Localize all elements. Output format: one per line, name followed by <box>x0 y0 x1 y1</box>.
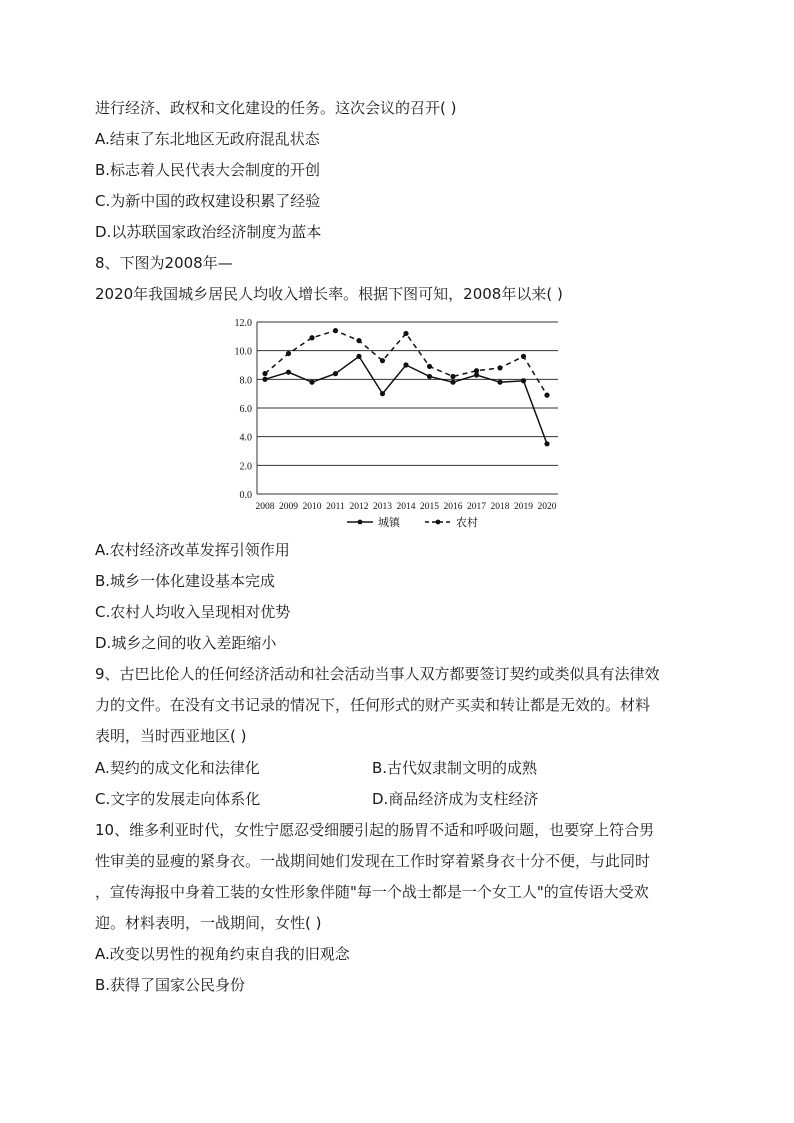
y-tick-label: 4.0 <box>239 432 252 444</box>
chart-series <box>262 328 549 446</box>
y-tick-label: 6.0 <box>239 404 252 415</box>
data-point-农村 <box>333 328 338 333</box>
y-tick-label: 12.0 <box>234 318 252 329</box>
q8-stem-line2: 2020年我国城乡居民人均收入增长率。根据下图可知，2008年以来( ) <box>95 285 563 303</box>
q7-option-d: D.以苏联国家政治经济制度为蓝本 <box>95 223 322 241</box>
x-tick-label: 2014 <box>396 502 416 512</box>
data-point-城镇 <box>403 362 408 367</box>
q8-option-b: B.城乡一体化建设基本完成 <box>95 572 276 590</box>
data-point-农村 <box>521 354 526 359</box>
data-point-城镇 <box>262 377 267 382</box>
q10-option-a: A.改变以男性的视角约束自我的旧观念 <box>95 945 350 963</box>
q8-option-d: D.城乡之间的收入差距缩小 <box>95 634 277 652</box>
x-tick-label: 2011 <box>326 502 345 512</box>
data-point-农村 <box>474 368 479 373</box>
x-tick-label: 2009 <box>279 502 298 512</box>
data-point-农村 <box>403 331 408 336</box>
data-point-城镇 <box>450 380 455 385</box>
data-point-农村 <box>356 338 361 343</box>
y-tick-label: 0.0 <box>239 490 252 501</box>
q9-stem-line2: 力的文件。在没有文书记录的情况下，任何形式的财产买卖和转让都是无效的。材料 <box>95 696 651 714</box>
data-point-城镇 <box>286 370 291 375</box>
x-tick-label: 2017 <box>467 502 486 512</box>
legend-label: 农村 <box>456 517 478 529</box>
chart-x-ticks <box>256 502 557 512</box>
y-tick-label: 10.0 <box>234 346 252 358</box>
q7-option-c: C.为新中国的政权建设积累了经验 <box>95 192 321 210</box>
q8-option-a: A.农村经济改革发挥引领作用 <box>95 541 290 559</box>
x-tick-label: 2012 <box>349 502 369 512</box>
q8-stem-line1: 8、下图为2008年— <box>95 254 233 272</box>
legend-marker <box>436 520 441 525</box>
data-point-城镇 <box>380 391 385 396</box>
data-point-城镇 <box>497 380 502 385</box>
q10-stem-line1: 10、维多利亚时代，女性宁愿忍受细腰引起的肠胃不适和呼吸问题，也要穿上符合男 <box>95 821 655 839</box>
data-point-城镇 <box>356 354 361 359</box>
data-point-农村 <box>286 351 291 356</box>
data-point-城镇 <box>544 441 549 446</box>
chart-legend <box>347 515 478 529</box>
q9-option-a: A.契约的成文化和法律化 <box>95 759 260 777</box>
x-tick-label: 2019 <box>514 502 533 512</box>
q10-stem-line3: ，宣传海报中身着工装的女性形象伴随"每一个战士都是一个女工人"的宣传语大受欢 <box>95 883 649 901</box>
y-tick-label: 8.0 <box>239 375 252 387</box>
data-point-城镇 <box>521 378 526 383</box>
x-tick-label: 2015 <box>420 502 439 512</box>
q9-option-c: C.文字的发展走向体系化 <box>95 790 261 808</box>
data-point-城镇 <box>427 374 432 379</box>
x-tick-label: 2016 <box>443 502 463 512</box>
data-point-农村 <box>380 358 385 363</box>
q10-option-b: B.获得了国家公民身份 <box>95 976 246 994</box>
data-point-农村 <box>497 365 502 370</box>
data-point-农村 <box>427 364 432 369</box>
q10-stem-line2: 性审美的显瘦的紧身衣。一战期间她们发现在工作时穿着紧身衣十分不便，与此同时 <box>95 852 651 870</box>
data-point-农村 <box>309 335 314 340</box>
x-tick-label: 2018 <box>490 502 510 512</box>
q7-option-a: A.结束了东北地区无政府混乱状态 <box>95 130 320 148</box>
x-tick-label: 2020 <box>537 502 557 512</box>
data-point-农村 <box>262 371 267 376</box>
q10-stem-line4: 迎。材料表明，一战期间，女性( ) <box>95 914 322 932</box>
x-tick-label: 2010 <box>302 502 322 512</box>
legend-marker <box>358 520 363 525</box>
q7-option-b: B.标志着人民代表大会制度的开创 <box>95 161 321 179</box>
q9-option-b: B.古代奴隶制文明的成熟 <box>372 759 538 777</box>
x-tick-label: 2008 <box>255 502 275 512</box>
q9-stem-line1: 9、古巴比伦人的任何经济活动和社会活动当事人双方都要签订契约或类似具有法律效 <box>95 665 660 683</box>
q9-option-d: D.商品经济成为支柱经济 <box>372 790 539 808</box>
q7-stem-tail: 进行经济、政权和文化建设的任务。这次会议的召开( ) <box>95 99 457 117</box>
legend-label: 城镇 <box>378 517 400 529</box>
chart-gridlines <box>257 322 558 494</box>
series-line-城镇 <box>265 356 547 443</box>
income-growth-chart <box>215 308 575 530</box>
q8-option-c: C.农村人均收入呈现相对优势 <box>95 603 291 621</box>
data-point-城镇 <box>333 371 338 376</box>
q9-stem-line3: 表明，当时西亚地区( ) <box>95 727 247 745</box>
data-point-农村 <box>544 393 549 398</box>
data-point-农村 <box>450 374 455 379</box>
chart-y-ticks <box>235 318 253 501</box>
data-point-城镇 <box>309 380 314 385</box>
x-tick-label: 2013 <box>373 502 392 512</box>
y-tick-label: 2.0 <box>239 461 252 473</box>
